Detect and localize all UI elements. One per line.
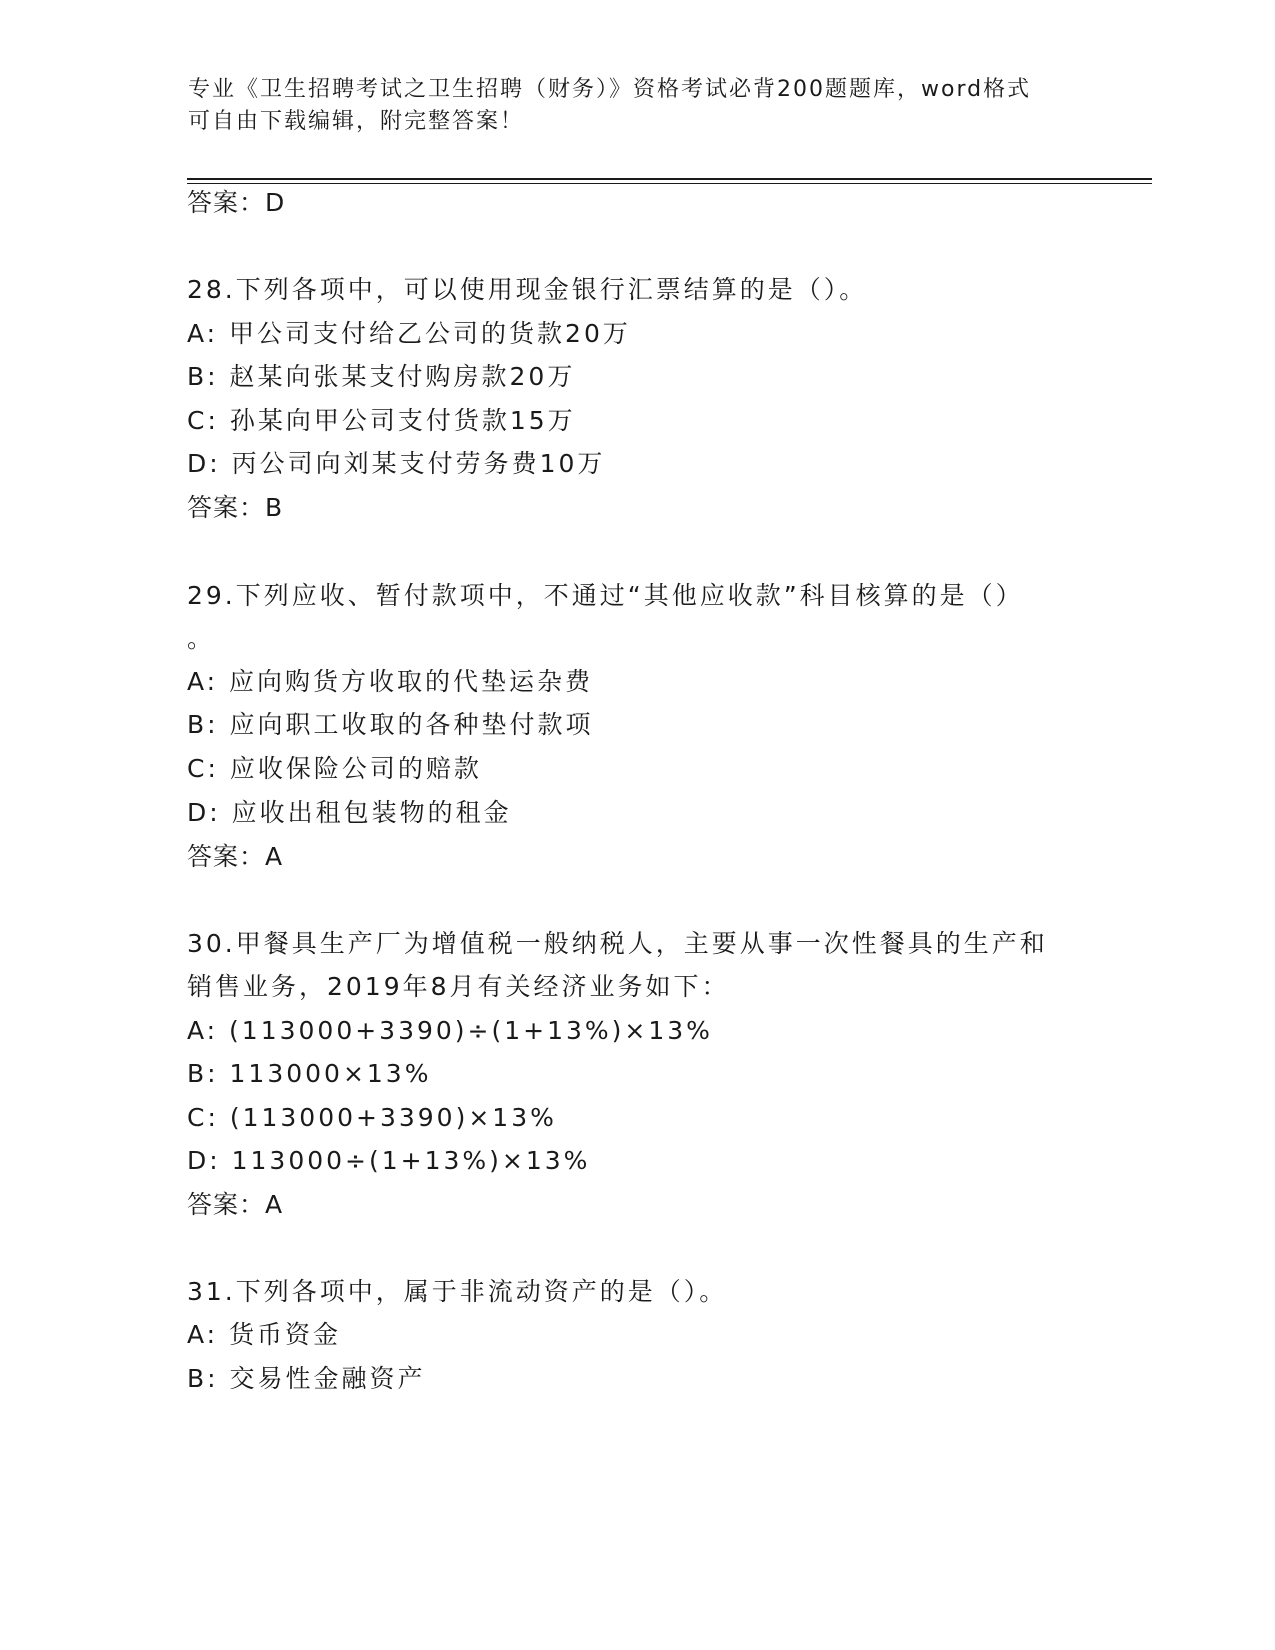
question-28-option-a: A: 甲公司支付给乙公司的货款20万 [187,319,631,348]
question-31-stem: 31.下列各项中，属于非流动资产的是（）。 [187,1277,728,1306]
question-30-option-c: C: (113000+3390)×13% [187,1103,557,1132]
question-29-stem: 29.下列应收、暂付款项中，不通过“其他应收款”科目核算的是（） [187,581,1024,610]
question-29-answer: 答案：A [187,842,284,871]
document-header [188,74,1068,138]
question-29-option-a: A: 应向购货方收取的代垫运杂费 [187,667,594,696]
question-29-stem-cont: 。 [187,624,216,653]
answer-27: 答案：D [187,188,286,217]
question-30-option-d: D: 113000÷(1+13%)×13% [187,1146,591,1175]
question-30-option-b: B: 113000×13% [187,1059,432,1088]
question-30-stem-cont: 销售业务，2019年8月有关经济业务如下： [187,972,730,1001]
question-30-answer: 答案：A [187,1190,284,1219]
question-30-option-a: A: (113000+3390)÷(1+13%)×13% [187,1016,713,1045]
header-line-1: 专业《卫生招聘考试之卫生招聘（财务）》资格考试必背200题题库，word格式 [188,77,1032,102]
header-rule-thin [187,183,1152,184]
question-31-option-a: A: 货币资金 [187,1320,342,1349]
header-rule-thick [187,178,1152,180]
question-29-option-c: C: 应收保险公司的赔款 [187,754,482,783]
header-line-2: 可自由下载编辑，附完整答案！ [188,109,525,134]
question-29-option-b: B: 应向职工收取的各种垫付款项 [187,710,594,739]
question-28-answer: 答案：B [187,493,284,522]
question-28-option-c: C: 孙某向甲公司支付货款15万 [187,406,576,435]
question-28-option-d: D: 丙公司向刘某支付劳务费10万 [187,449,606,478]
question-28-stem: 28.下列各项中，可以使用现金银行汇票结算的是（）。 [187,275,868,304]
question-28-option-b: B: 赵某向张某支付购房款20万 [187,362,576,391]
question-31-option-b: B: 交易性金融资产 [187,1364,426,1393]
question-29-option-d: D: 应收出租包装物的租金 [187,798,512,827]
question-30-stem: 30.甲餐具生产厂为增值税一般纳税人，主要从事一次性餐具的生产和 [187,929,1048,958]
